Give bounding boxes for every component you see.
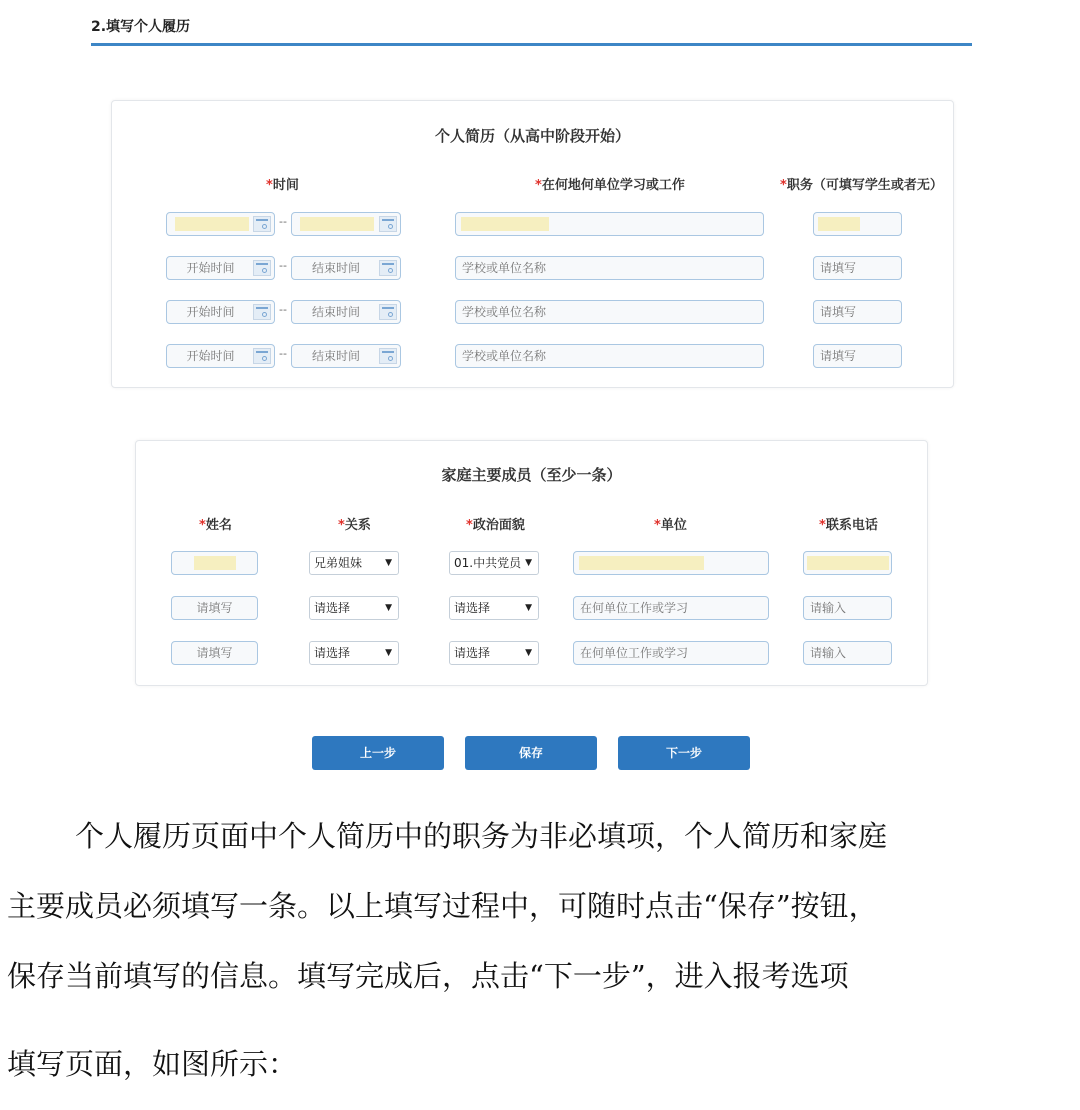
place-input[interactable]: 学校或单位名称: [455, 256, 764, 280]
calendar-icon[interactable]: [379, 304, 397, 320]
step-divider: [91, 43, 972, 46]
column-header-time: [266, 174, 299, 193]
instruction-line-3: 保存当前填写的信息。填写完成后，点击“下一步”，进入报考选项: [7, 959, 849, 993]
redacted-value: [807, 556, 889, 570]
member-phone-input[interactable]: [803, 551, 892, 575]
step-title: 2.填写个人履历: [91, 19, 191, 35]
member-phone-input[interactable]: 请输入: [803, 596, 892, 620]
family-panel: [135, 440, 928, 686]
political-selected-value: 请选择: [454, 601, 491, 615]
political-select[interactable]: [449, 641, 539, 665]
calendar-icon[interactable]: [379, 260, 397, 276]
place-input[interactable]: 学校或单位名称: [455, 300, 764, 324]
start-date-placeholder: 开始时间: [186, 349, 235, 363]
dropdown-arrow-icon: ▼: [525, 603, 532, 613]
member-name-input[interactable]: 请填写: [171, 596, 258, 620]
instruction-line-2: 主要成员必须填写一条。以上填写过程中，可随时点击“保存”按钮，: [7, 889, 878, 923]
end-date-placeholder: 结束时间: [311, 305, 360, 319]
position-input[interactable]: 请填写: [813, 300, 902, 324]
prev-step-button[interactable]: 上一步: [312, 736, 444, 770]
political-select[interactable]: [449, 596, 539, 620]
date-range-separator: --: [279, 259, 287, 272]
column-header-relation: [338, 514, 371, 533]
required-mark: *: [199, 518, 206, 533]
column-header-phone: [819, 514, 878, 533]
relation-selected-value: 请选择: [314, 646, 351, 660]
member-unit-input[interactable]: 在何单位工作或学习: [573, 641, 769, 665]
start-date-input[interactable]: [166, 212, 275, 236]
family-panel-title: 家庭主要成员（至少一条）: [441, 466, 622, 484]
column-header-phone-label: 联系电话: [825, 518, 878, 533]
required-mark: *: [819, 518, 826, 533]
member-name-input[interactable]: [171, 551, 258, 575]
dropdown-arrow-icon: ▼: [385, 558, 392, 568]
end-date-input[interactable]: [291, 300, 401, 324]
political-selected-value: 01.中共党员: [454, 556, 522, 570]
column-header-name-label: 姓名: [205, 518, 232, 533]
dropdown-arrow-icon: ▼: [385, 648, 392, 658]
column-header-position-label: 职务（可填写学生或者无）: [786, 178, 943, 193]
column-header-political-label: 政治面貌: [472, 518, 525, 533]
redacted-value: [579, 556, 704, 570]
position-input[interactable]: 请填写: [813, 344, 902, 368]
position-input[interactable]: 请填写: [813, 256, 902, 280]
date-range-separator: --: [279, 215, 287, 228]
resume-panel-title: 个人简历（从高中阶段开始）: [434, 127, 630, 145]
start-date-placeholder: 开始时间: [186, 305, 235, 319]
dropdown-arrow-icon: ▼: [525, 558, 532, 568]
column-header-political: [466, 514, 525, 533]
member-name-input[interactable]: 请填写: [171, 641, 258, 665]
political-selected-value: 请选择: [454, 646, 491, 660]
column-header-unit: [654, 514, 687, 533]
resume-panel: [111, 100, 954, 388]
redacted-value: [818, 217, 860, 231]
calendar-icon[interactable]: [253, 304, 271, 320]
redacted-value: [175, 217, 249, 231]
redacted-value: [300, 217, 374, 231]
column-header-name: [199, 514, 232, 533]
member-phone-input[interactable]: 请输入: [803, 641, 892, 665]
relation-select[interactable]: [309, 596, 399, 620]
required-mark: *: [266, 178, 273, 193]
calendar-icon[interactable]: [379, 348, 397, 364]
start-date-placeholder: 开始时间: [186, 261, 235, 275]
political-select[interactable]: [449, 551, 539, 575]
member-unit-input[interactable]: [573, 551, 769, 575]
calendar-icon[interactable]: [253, 260, 271, 276]
date-range-separator: --: [279, 347, 287, 360]
required-mark: *: [654, 518, 661, 533]
required-mark: *: [535, 178, 542, 193]
instruction-line-4: 填写页面，如图所示：: [7, 1047, 298, 1081]
calendar-icon[interactable]: [379, 216, 397, 232]
instruction-line-1: 个人履历页面中个人简历中的职务为非必填项，个人简历和家庭: [75, 819, 888, 853]
start-date-input[interactable]: [166, 300, 275, 324]
column-header-place-label: 在何地何单位学习或工作: [541, 178, 685, 193]
relation-select[interactable]: [309, 641, 399, 665]
calendar-icon[interactable]: [253, 216, 271, 232]
member-unit-input[interactable]: 在何单位工作或学习: [573, 596, 769, 620]
end-date-placeholder: 结束时间: [311, 349, 360, 363]
date-range-separator: --: [279, 303, 287, 316]
start-date-input[interactable]: [166, 344, 275, 368]
required-mark: *: [780, 178, 787, 193]
dropdown-arrow-icon: ▼: [385, 603, 392, 613]
column-header-position: [780, 174, 943, 193]
column-header-relation-label: 关系: [344, 518, 371, 533]
dropdown-arrow-icon: ▼: [525, 648, 532, 658]
column-header-unit-label: 单位: [660, 518, 687, 533]
start-date-input[interactable]: [166, 256, 275, 280]
relation-selected-value: 请选择: [314, 601, 351, 615]
save-button[interactable]: 保存: [465, 736, 597, 770]
redacted-value: [461, 217, 549, 231]
redacted-value: [194, 556, 236, 570]
end-date-input[interactable]: [291, 344, 401, 368]
end-date-placeholder: 结束时间: [311, 261, 360, 275]
end-date-input[interactable]: [291, 212, 401, 236]
column-header-time-label: 时间: [272, 178, 299, 193]
position-input[interactable]: [813, 212, 902, 236]
relation-select[interactable]: [309, 551, 399, 575]
place-input[interactable]: [455, 212, 764, 236]
required-mark: *: [466, 518, 473, 533]
place-input[interactable]: 学校或单位名称: [455, 344, 764, 368]
relation-selected-value: 兄弟姐妹: [314, 556, 363, 570]
next-step-button[interactable]: 下一步: [618, 736, 750, 770]
calendar-icon[interactable]: [253, 348, 271, 364]
end-date-input[interactable]: [291, 256, 401, 280]
column-header-place: [535, 174, 685, 193]
required-mark: *: [338, 518, 345, 533]
